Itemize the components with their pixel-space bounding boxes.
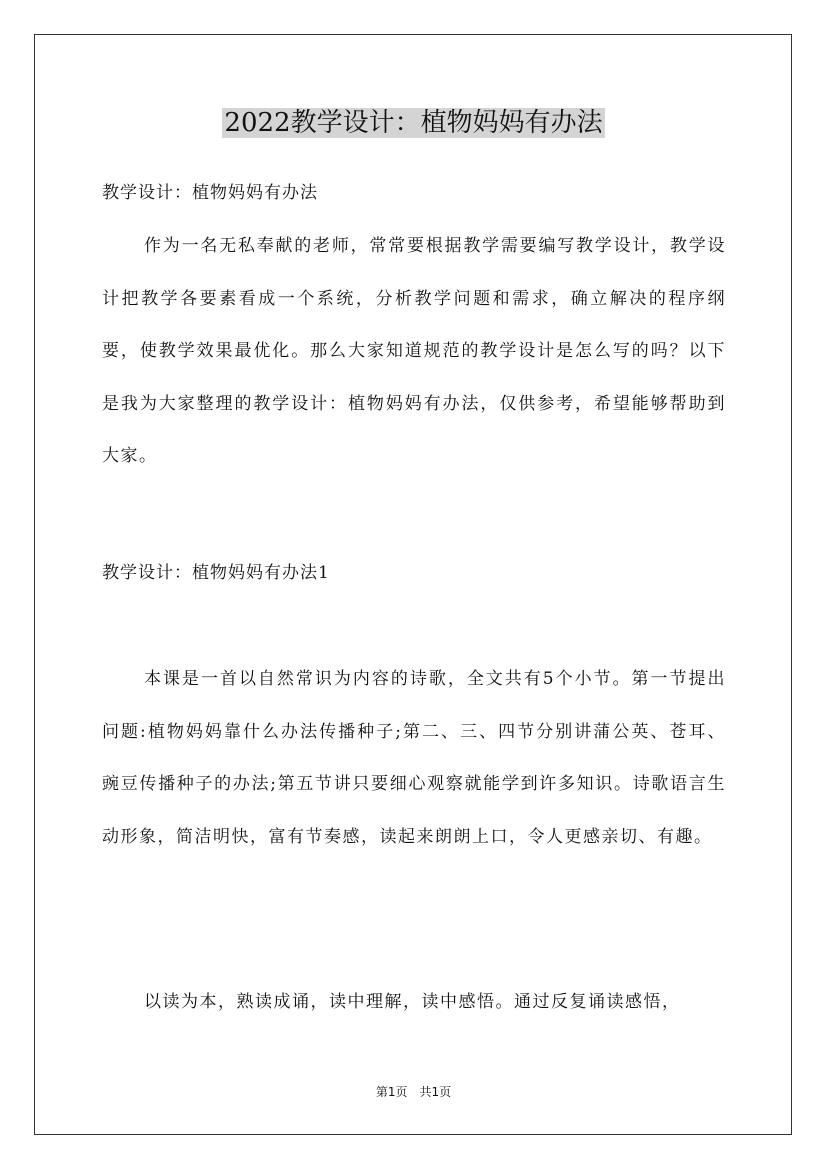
body-paragraph: 本课是一首以自然常识为内容的诗歌，全文共有5个小节。第一节提出问题:植物妈妈靠什么办法传播种子;第二、三、四节分别讲蒲公英、苍耳、豌豆传播种子的办法;第五节讲只要细心观察就能学到许多知识。诗歌语言生动形象，简洁明快，富有节奏感，读起来朗朗上口，令人更感亲切、有趣。: [102, 669, 726, 847]
document-subtitle: 教学设计：植物妈妈有办法: [102, 183, 318, 203]
body-paragraph-continued: 以读为本，熟读成诵，读中理解，读中感悟。通过反复诵读感悟，: [144, 992, 681, 1012]
section-heading: 教学设计：植物妈妈有办法1: [102, 563, 330, 583]
intro-paragraph: 作为一名无私奉献的老师，常常要根据教学需要编写教学设计，教学设计把教学各要素看成一个系统，分析教学问题和需求，确立解决的程序纲要，使教学效果最优化。那么大家知道规范的教学设计是怎么写的吗？以下是我为大家整理的教学设计：植物妈妈有办法，仅供参考，希望能够帮助到大家。: [102, 236, 726, 466]
page-footer: 第1页 共1页: [375, 1085, 452, 1099]
document-title-text: 2022教学设计：植物妈妈有办法: [224, 108, 603, 138]
document-title: [0, 104, 827, 142]
